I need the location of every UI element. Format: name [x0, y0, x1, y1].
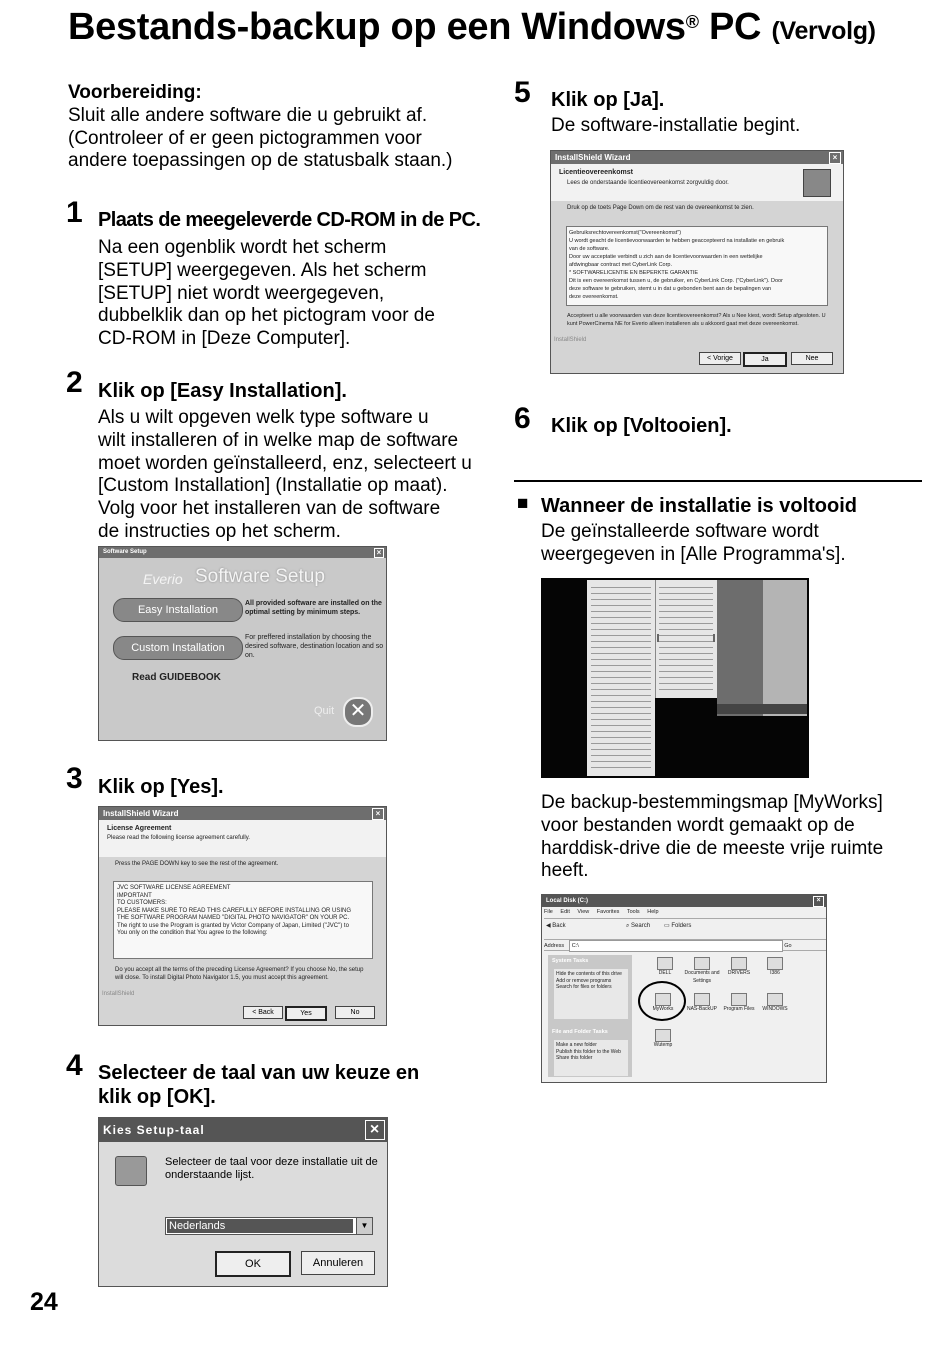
menu-item[interactable]: Favorites [596, 909, 620, 915]
read-guidebook-link[interactable]: Read GUIDEBOOK [132, 672, 221, 683]
custom-installation-button[interactable]: Custom Installation [113, 636, 243, 660]
license-text-box[interactable] [113, 881, 373, 959]
license-text-line: deze overeenkomst. [569, 294, 619, 300]
step-number: 1 [66, 196, 83, 229]
quit-icon[interactable]: ✕ [343, 697, 373, 727]
license-question: Do you accept all the terms of the preceding License Agreement? If you choose No, the setup will close. To install Digital Photo Navigator 1.5, you must accept this agreement. [115, 967, 364, 981]
license-text-line: Dit is een overeenkomst tussen u, de gebruiker, en CyberLink Corp. ("CyberLink"). Door [569, 278, 783, 284]
task-link[interactable]: Add or remove programs [556, 977, 612, 984]
folder-item[interactable]: Program Files [720, 993, 758, 1014]
explorer-menubar [544, 909, 826, 919]
license-text-line: You only on the condition that You agree to the following: [117, 930, 268, 936]
setup-titlebar: Software Setup × [99, 547, 386, 558]
folder-icon [694, 993, 710, 1006]
folder-icon [655, 1029, 671, 1042]
license-text-line: Door uw acceptatie verbindt u zich aan de licentievoorwaarden in een wettelijke [569, 254, 763, 260]
explorer-titlebar: Local Disk (C:) × [542, 895, 826, 907]
step-number: 5 [514, 76, 531, 109]
step-number: 4 [66, 1049, 83, 1082]
license-subheading: Please read the following license agreement carefully. [107, 835, 250, 841]
body-line: heeft. [541, 860, 589, 882]
body-line: Als u wilt opgeven welk type software u [98, 407, 429, 428]
body-line: Na een ogenblik wordt het scherm [98, 237, 387, 258]
folder-icon [694, 957, 710, 970]
license-text-line: JVC SOFTWARE LICENSE AGREEMENT [117, 885, 231, 891]
task-link[interactable]: Publish this folder to the Web [556, 1048, 621, 1055]
body-line: voor bestanden wordt gemaakt op de [541, 814, 855, 836]
address-bar[interactable] [544, 939, 826, 951]
section-divider [514, 480, 922, 482]
setup-title: Software Setup [195, 566, 325, 587]
submenu-list-items [659, 584, 713, 694]
folder-icon [767, 957, 783, 970]
file-tasks-heading: File and Folder Tasks [552, 1029, 608, 1035]
go-button[interactable]: Go [784, 943, 792, 949]
easy-installation-description: All provided software are installed on the optimal setting by minimum steps. [245, 600, 382, 616]
preparation-line: (Controleer of er geen pictogrammen voor [68, 127, 422, 149]
setup-computer-icon [115, 1156, 147, 1186]
yes-button[interactable]: Yes [285, 1006, 327, 1021]
close-icon[interactable]: × [829, 152, 841, 164]
license-titlebar: InstallShield Wizard × [551, 151, 843, 164]
license-text-line: TO CUSTOMERS: [117, 900, 167, 906]
step-heading: Klik op [Yes]. [98, 776, 224, 798]
body-line: weergegeven in [Alle Programma's]. [541, 543, 846, 565]
license-subheading: Lees de onderstaande licentieovereenkomst zorgvuldig door. [567, 180, 729, 186]
page-title: Bestands-backup op een Windows® PC (Vervolg) [68, 6, 876, 48]
step-heading: Klik op [Voltooien]. [551, 415, 732, 437]
body-line: [SETUP] niet wordt weergegeven, [98, 282, 385, 304]
installer-icon [803, 169, 831, 197]
no-button[interactable]: Nee [791, 352, 833, 365]
folder-item[interactable]: Documents and Settings [682, 957, 722, 985]
language-dialog-message [165, 1156, 378, 1182]
license-text-line: afdwingbaar contract met CyberLink Corp. [569, 262, 673, 268]
section-body [541, 521, 846, 567]
heading-line: klik op [OK]. [98, 1086, 216, 1108]
back-button[interactable]: ◀ Back [546, 923, 566, 929]
license-text-line: * SOFTWARELICENTIE EN BEPERKTE GARANTIE [569, 270, 699, 276]
preparation-section [68, 82, 488, 173]
step-body [98, 407, 498, 544]
license-text-line: van de software. [569, 246, 610, 252]
start-menu-right [763, 580, 807, 716]
body-line: [SETUP] weergegeven. Als het scherm [98, 259, 427, 281]
address-field[interactable]: C:\ [569, 940, 783, 952]
preparation-line: andere toepassingen op de statusbalk staan.) [68, 150, 453, 172]
folder-icon [767, 993, 783, 1006]
custom-installation-description: For preffered installation by choosing the desired software, destination location and so on. [245, 634, 384, 659]
step-number: 2 [66, 366, 83, 399]
task-link[interactable]: Make a new folder [556, 1042, 597, 1048]
step-body [98, 237, 488, 351]
system-tasks-list [554, 969, 628, 1019]
message-line: Selecteer de taal voor deze installatie uit de [165, 1156, 378, 1168]
folder-icon [657, 957, 673, 970]
licentieovereenkomst-screenshot [550, 150, 844, 374]
section-heading: Wanneer de installatie is voltooid [541, 495, 857, 517]
language-select[interactable] [165, 1217, 373, 1235]
body-line: moet worden geïnstalleerd, enz, selecteert u [98, 452, 472, 474]
step-heading [98, 1061, 419, 1109]
body-line: De geïnstalleerde software wordt [541, 521, 819, 542]
no-button[interactable]: No [335, 1006, 375, 1019]
program-list-items [591, 584, 651, 772]
task-link[interactable]: Hide the contents of this drive [556, 971, 622, 977]
body-line: dubbelklik dan op het pictogram voor de [98, 305, 435, 327]
square-bullet-icon: ■ [517, 493, 529, 514]
explorer-screenshot [541, 894, 827, 1083]
license-text-line: IMPORTANT [117, 892, 152, 899]
body-line: [Custom Installation] (Installatie op maat). [98, 475, 448, 497]
message-line: onderstaande lijst. [165, 1169, 255, 1181]
search-button[interactable]: ⌕ Search [626, 923, 651, 929]
folder-item[interactable]: DELL [646, 957, 684, 978]
cancel-button[interactable]: Annuleren [301, 1251, 375, 1275]
all-programs-screenshot [541, 578, 809, 778]
task-link[interactable]: Share this folder [556, 1055, 593, 1061]
license-instruction: Press the PAGE DOWN key to see the rest of the agreement. [115, 861, 279, 867]
license-instruction: Druk op de toets Page Down om de rest van de overeenkomst te zien. [567, 205, 754, 211]
start-menu-footer [717, 704, 807, 714]
step-heading: Klik op [Ja]. [551, 89, 665, 111]
installshield-footer: InstallShield [554, 337, 587, 343]
step-number: 6 [514, 402, 531, 435]
folders-button[interactable]: ▭ Folders [664, 923, 692, 929]
body-line: wilt installeren of in welke map de software [98, 429, 459, 451]
preparation-line: Sluit alle andere software die u gebruikt af. [68, 104, 428, 126]
step-number: 3 [66, 762, 83, 795]
close-icon[interactable]: × [365, 1120, 385, 1140]
language-dialog-titlebar: Kies Setup-taal × [99, 1118, 387, 1142]
close-icon[interactable]: × [372, 808, 384, 820]
folder-icon [731, 993, 747, 1006]
folder-item[interactable]: NAS-BackUP [682, 993, 722, 1014]
step-heading: Plaats de meegeleverde CD-ROM in de PC. [98, 209, 481, 231]
myworks-folder[interactable]: MyWorks [644, 993, 682, 1014]
body-line: De backup-bestemmingsmap [MyWorks] [541, 792, 883, 813]
body-line: de instructies op het scherm. [98, 520, 341, 542]
software-setup-screenshot [98, 546, 387, 741]
system-tasks-heading: System Tasks [552, 958, 589, 964]
chevron-down-icon[interactable]: ▼ [356, 1218, 372, 1234]
easy-installation-button[interactable]: Easy Installation [113, 598, 243, 622]
body-line: harddisk-drive die de meeste vrije ruimte [541, 837, 884, 859]
menu-item[interactable]: Edit [560, 909, 570, 915]
language-selected-value: Nederlands [167, 1219, 353, 1233]
start-menu-left [717, 580, 763, 716]
body-line: Volg voor het installeren van de software [98, 498, 441, 520]
menu-item[interactable]: Help [647, 909, 659, 915]
license-question: Accepteert u alle voorwaarden van deze licentieovereenkomst? Als u Nee kiest, wordt Setup afgesloten. U kunt PowerCinema NE for Everio alleen installeren als u akkoord gaat met deze overeenkomst. [567, 313, 826, 327]
folder-item[interactable]: I386 [756, 957, 794, 978]
back-button[interactable]: < Vorige [699, 352, 741, 365]
license-text-line: The right to use the Program is granted by Victor Company of Japan, Limited ("JVC") to [117, 922, 349, 929]
folder-item[interactable]: Wutemp [644, 1029, 682, 1050]
back-button[interactable]: < Back [243, 1006, 283, 1019]
step-heading: Klik op [Easy Installation]. [98, 380, 347, 402]
license-heading: Licentieovereenkomst [559, 169, 633, 176]
menu-item[interactable]: View [577, 909, 590, 915]
backup-description [541, 792, 883, 883]
close-icon[interactable]: × [374, 548, 384, 558]
body-line: CD-ROM in [Deze Computer]. [98, 328, 351, 350]
license-text-line: PLEASE MAKE SURE TO READ THIS CAREFULLY BEFORE INSTALLING OR USING [117, 907, 352, 914]
task-pane [548, 955, 632, 1077]
folder-item[interactable]: WINDOWS [756, 993, 794, 1014]
menu-item[interactable]: Tools [626, 909, 640, 915]
license-agreement-screenshot [98, 806, 387, 1026]
language-dialog-screenshot [98, 1117, 388, 1287]
address-label: Address [544, 943, 565, 949]
license-heading: License Agreement [107, 825, 172, 832]
license-text-line: U wordt geacht de licentievoorwaarden te hebben geaccepteerd na installatie en gebruik [569, 238, 785, 244]
folder-item[interactable]: DRIVERS [720, 957, 758, 978]
license-text-line: THE SOFTWARE PROGRAM NAMED "DIGITAL PHOTO NAVIGATOR" ON YOUR PC. [117, 915, 350, 921]
step-body: De software-installatie begint. [551, 115, 801, 136]
ok-button[interactable]: OK [215, 1251, 291, 1277]
quit-label[interactable]: Quit [314, 705, 335, 717]
license-titlebar: InstallShield Wizard × [99, 807, 386, 820]
folder-icon [655, 993, 671, 1006]
license-text-line: Gebruiksrechtovereenkomst("Overeenkomst") [569, 230, 682, 236]
page-number: 24 [30, 1288, 58, 1316]
folder-icon [731, 957, 747, 970]
license-text-box[interactable] [566, 226, 828, 306]
task-link[interactable]: Search for files or folders [556, 984, 612, 990]
yes-button[interactable]: Ja [743, 352, 787, 367]
close-icon[interactable]: × [813, 896, 824, 907]
installshield-footer: InstallShield [102, 991, 135, 997]
setup-brand: Everio [143, 571, 183, 587]
license-text-line: deze software te gebruiken, stemt u in dat u gebonden bent aan de bepalingen van [569, 286, 772, 292]
heading-line: Selecteer de taal van uw keuze en [98, 1062, 420, 1084]
preparation-heading: Voorbereiding: [68, 82, 202, 103]
file-tasks-list [554, 1040, 628, 1076]
menu-item[interactable]: File [544, 909, 553, 915]
